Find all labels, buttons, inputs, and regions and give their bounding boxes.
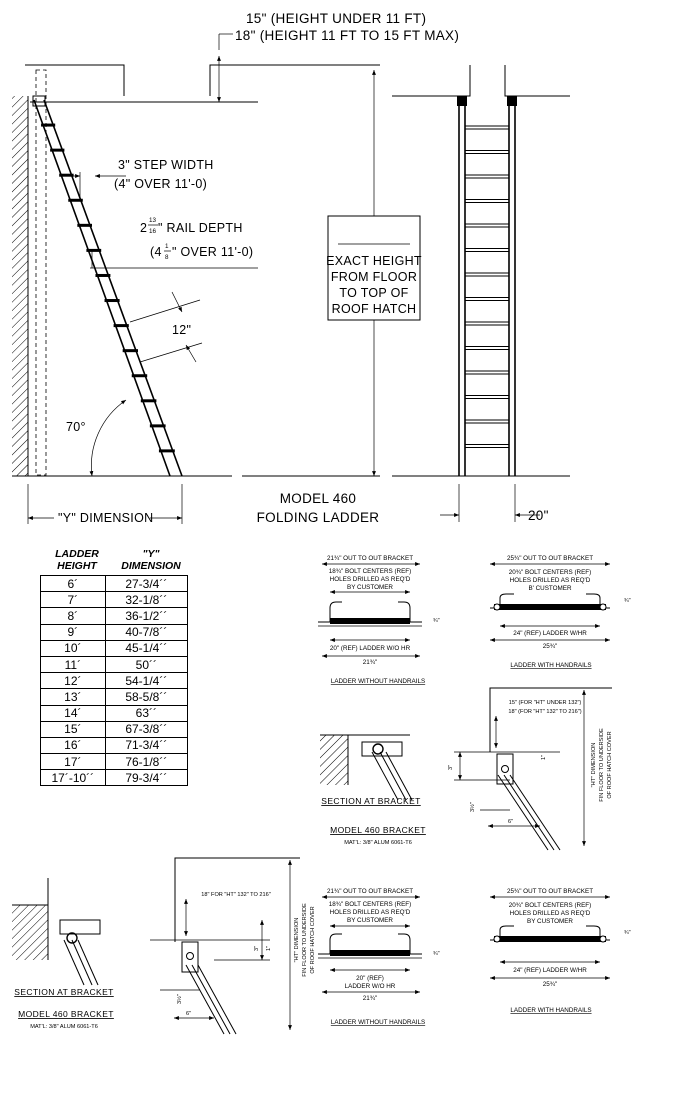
plan-nh-overall: 21¾" (362, 659, 378, 666)
bracket-note-2: 18" (FOR "HT" 132" TO 216") (508, 709, 582, 715)
plan-wh-b-customer: BY CUSTOMER (527, 918, 573, 925)
section-caption: SECTION AT BRACKET (321, 796, 421, 806)
plan-nh-b-side: ¾" (433, 951, 440, 957)
plan-nh-out-to-out: 21¾" OUT TO OUT BRACKET (326, 555, 414, 562)
plan-wh-b-rung (494, 936, 606, 942)
ladder-front-rungs (465, 126, 509, 448)
bracket-dim-b: 1" (541, 754, 547, 760)
plan-nh-customer: BY CUSTOMER (347, 584, 393, 591)
bracket-dim-c: 3½" (470, 802, 476, 812)
model-title: MODEL 460 (279, 491, 357, 506)
table-row (41, 689, 188, 705)
cell-height: 10´ (41, 640, 106, 656)
bracket-dim-d: 6" (508, 819, 514, 825)
plan-nh-holes: HOLES DRILLED AS REQ'D (329, 576, 411, 583)
plan-wh-rung (494, 604, 606, 610)
height-note-line-3: TO TOP OF (339, 286, 409, 300)
rail-depth-label: " RAIL DEPTH (158, 221, 243, 235)
plan-nh-b-customer: BY CUSTOMER (347, 917, 393, 924)
angle-label: 70° (66, 420, 86, 434)
cell-y: 63´´ (105, 705, 187, 721)
cell-height: 8´ (41, 608, 106, 624)
bracket-material: MAT'L: 3/8" ALUM 6061-T6 (344, 840, 412, 846)
plan-wh-b-overall: 25¾" (542, 981, 558, 988)
header-y: "Y" (142, 548, 160, 560)
plan-nh-b-ladder-1: 20" (REF) (356, 975, 384, 982)
ladder-side (33, 96, 182, 476)
plan-wh-overall: 25¾" (542, 643, 558, 650)
ladder-side-rungs (41, 125, 175, 451)
rail-depth-numerator: 13 (149, 217, 157, 224)
header-y-dimension (114, 548, 188, 572)
plan-wh-side: ¾" (624, 598, 631, 604)
cell-y: 79-3/4´´ (105, 770, 187, 786)
height-note-line-4: ROOF HATCH (331, 302, 417, 316)
step-width-label-2: (4" OVER 11'-0) (114, 177, 208, 191)
plan-wh-ladder-width: 24" (REF) LADDER W/HR (513, 630, 587, 637)
table-row (41, 624, 188, 640)
plan-wh-b-ladder-width: 24" (REF) LADDER W/HR (513, 967, 587, 974)
header-ladder: LADDER (55, 548, 99, 560)
height-table-grid (40, 575, 188, 786)
plan-nh-side: ¾" (433, 618, 440, 624)
plan-nh-b-overall: 21¾" (362, 995, 378, 1002)
cell-height: 16´ (41, 737, 106, 753)
plan-nh-b-rung (330, 950, 410, 956)
cell-y: 36-1/2´´ (105, 608, 187, 624)
cell-height: 7´ (41, 592, 106, 608)
cell-y: 71-3/4´´ (105, 737, 187, 753)
bracket-vert-3: OF ROOF HATCH COVER (607, 731, 613, 799)
table-row (41, 737, 188, 753)
table-row (41, 705, 188, 721)
bracket-b-dim-d: 6" (186, 1011, 192, 1017)
plan-wh-holes: HOLES DRILLED AS REQ'D (509, 577, 591, 584)
ladder-rail-back (44, 100, 182, 476)
bracket-b-vert-1: "HT" DIMENSION (294, 917, 300, 963)
height-note-line-1: EXACT HEIGHT (326, 254, 422, 268)
bracket-caption: MODEL 460 BRACKET (330, 825, 426, 835)
plan-nh-b-bolt-centers: 18¾" BOLT CENTERS (REF) (328, 901, 412, 908)
step-width-label: 3" STEP WIDTH (118, 158, 214, 172)
cell-height: 11´ (41, 656, 106, 672)
plan-nh-b-caption: LADDER WITHOUT HANDRAILS (330, 1019, 426, 1026)
plan-no-handrails-b (318, 888, 440, 1026)
header-ladder-height (40, 548, 114, 572)
bracket-b-dim-a: 3" (254, 945, 260, 951)
front-width-label: 20" (528, 508, 549, 523)
plan-nh-caption: LADDER WITHOUT HANDRAILS (330, 678, 426, 685)
cell-height: 13´ (41, 689, 106, 705)
bracket-detail (448, 688, 613, 850)
plan-wh-out-to-out: 25¾" OUT TO OUT BRACKET (506, 555, 594, 562)
model-subtitle: FOLDING LADDER (256, 510, 380, 525)
cell-height: 9´ (41, 624, 106, 640)
roof-right (210, 65, 380, 96)
section-caption-b: SECTION AT BRACKET (14, 987, 114, 997)
bracket-vert-2: FIN FLOOR TO UNDERSIDE (599, 728, 605, 802)
bracket-b-dim-b: 1" (266, 945, 272, 951)
table-row (41, 754, 188, 770)
bracket-b-note: 18" FOR "HT" 132" TO 216" (201, 892, 271, 898)
cell-height: 12´ (41, 673, 106, 689)
bracket-caption-b: MODEL 460 BRACKET (18, 1009, 114, 1019)
section-at-bracket-b (12, 878, 114, 1030)
height-note-line-2: FROM FLOOR (330, 270, 418, 284)
cell-height: 14´ (41, 705, 106, 721)
table-row (41, 608, 188, 624)
table-row (41, 770, 188, 786)
cell-y: 32-1/8´´ (105, 592, 187, 608)
plan-nh-rung (330, 618, 410, 624)
rail-depth-2-numerator: 1 (165, 243, 169, 250)
section-at-bracket (320, 735, 426, 846)
side-elevation (12, 11, 459, 525)
cell-y: 40-7/8´´ (105, 624, 187, 640)
rail-depth-2-open: (4 (150, 245, 162, 259)
plan-wh-b-bolt-centers: 20¾" BOLT CENTERS (REF) (508, 902, 592, 909)
table-row (41, 721, 188, 737)
bracket-detail-b (150, 858, 316, 1034)
ladder-height-table (40, 548, 188, 786)
table-row (41, 640, 188, 656)
bracket-b-vert-3: OF ROOF HATCH COVER (310, 906, 316, 974)
table-header (40, 548, 188, 572)
table-row (41, 592, 188, 608)
ladder-rail-front (34, 100, 170, 476)
rail-depth-whole: 2 (140, 221, 148, 235)
angle-arc (91, 400, 126, 476)
plan-nh-b-out-to-out: 21¾" OUT TO OUT BRACKET (326, 888, 414, 895)
rail-depth-2-denominator: 8 (165, 254, 169, 261)
header-height: HEIGHT (57, 560, 97, 572)
plan-no-handrails (318, 555, 440, 685)
bracket-note-1: 15" (FOR "HT" UNDER 132") (508, 700, 582, 706)
plan-wh-customer: B' CUSTOMER (528, 585, 572, 592)
plan-wh-caption: LADDER WITH HANDRAILS (510, 662, 592, 669)
bracket-dim-a: 3" (448, 764, 454, 770)
plan-nh-b-ladder-2: LADDER W/O HR (344, 983, 396, 990)
cell-y: 58-5/8´´ (105, 689, 187, 705)
bracket-vert-1: "HT" DIMENSION (591, 742, 597, 788)
step-spacing-label: 12" (172, 323, 192, 337)
clearance-note-1: 15" (HEIGHT UNDER 11 FT) (246, 11, 427, 26)
rail-depth-2-label: " OVER 11'-0) (172, 245, 254, 259)
cell-y: 45-1/4´´ (105, 640, 187, 656)
bracket-b-vert-2: FIN FLOOR TO UNDERSIDE (302, 903, 308, 977)
cell-height: 15´ (41, 721, 106, 737)
table-row (41, 576, 188, 592)
clearance-note-2: 18" (HEIGHT 11 FT TO 15 FT MAX) (235, 28, 460, 43)
plan-nh-ladder-width: 20" (REF) LADDER W/O HR (329, 645, 411, 652)
plan-with-handrails-b (490, 888, 631, 1014)
rail-depth-denominator: 16 (149, 228, 157, 235)
plan-wh-b-out-to-out: 25¾" OUT TO OUT BRACKET (506, 888, 594, 895)
plan-wh-b-side: ¾" (624, 930, 631, 936)
plan-wh-b-caption: LADDER WITH HANDRAILS (510, 1007, 592, 1014)
cell-y: 27-3/4´´ (105, 576, 187, 592)
y-dimension-label: "Y" DIMENSION (58, 511, 154, 525)
plan-with-handrails (490, 555, 631, 669)
table-row (41, 673, 188, 689)
cell-y: 67-3/8´´ (105, 721, 187, 737)
wall-hatch (12, 96, 28, 476)
plan-nh-bolt-centers: 18¾" BOLT CENTERS (REF) (328, 568, 412, 575)
table-row (41, 656, 188, 672)
plan-wh-b-holes: HOLES DRILLED AS REQ'D (509, 910, 591, 917)
cell-height: 6´ (41, 576, 106, 592)
bracket-material-b: MAT'L: 3/8" ALUM 6061-T6 (30, 1024, 98, 1030)
cell-height: 17´ (41, 754, 106, 770)
cell-y: 50´´ (105, 656, 187, 672)
plan-nh-b-holes: HOLES DRILLED AS REQ'D (329, 909, 411, 916)
cell-height: 17´-10´´ (41, 770, 106, 786)
cell-y: 76-1/8´´ (105, 754, 187, 770)
cell-y: 54-1/4´´ (105, 673, 187, 689)
plan-wh-bolt-centers: 20¾" BOLT CENTERS (REF) (508, 569, 592, 576)
header-dimension: DIMENSION (121, 560, 181, 572)
bracket-b-dim-c: 3½" (177, 994, 183, 1004)
